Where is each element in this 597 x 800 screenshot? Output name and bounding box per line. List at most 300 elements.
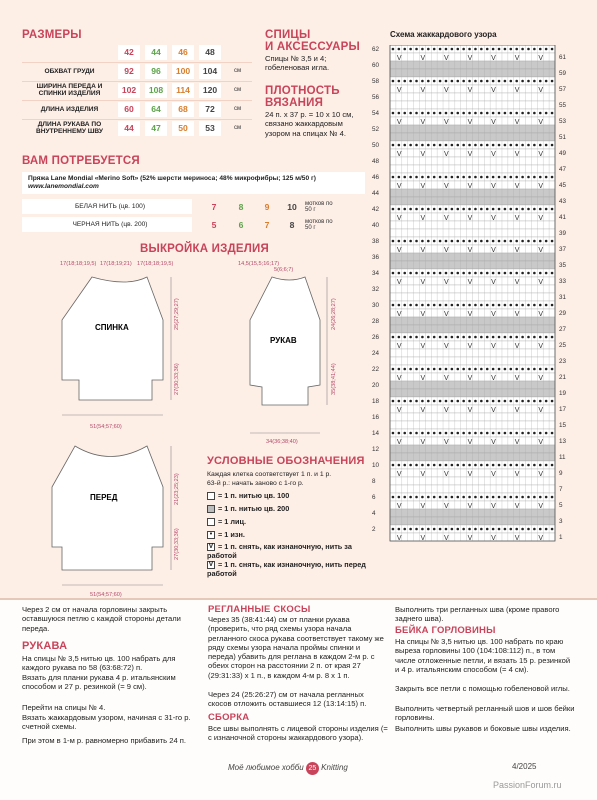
purl-dot <box>421 432 424 435</box>
legend-item <box>207 542 367 560</box>
purl-dot <box>533 368 536 371</box>
purl-dot <box>468 112 471 115</box>
purl-dot <box>539 112 542 115</box>
size-row-label: ШИРИНА ПЕРЕДА И СПИНКИ ИЗДЕЛИЯ <box>36 83 103 97</box>
purl-dot <box>539 336 542 339</box>
purl-dot <box>462 112 465 115</box>
footer-date: 4/2025 <box>512 762 537 771</box>
col3-p5: Выполнить швы рукавов и боковые швы изделия. <box>395 724 571 733</box>
slip-mark: V <box>444 311 449 318</box>
purl-dot <box>551 432 554 435</box>
purl-dot <box>439 144 442 147</box>
purl-dot <box>510 240 513 243</box>
purl-dot <box>486 528 489 531</box>
purl-dot <box>545 432 548 435</box>
purl-dot <box>439 240 442 243</box>
purl-dot <box>409 400 412 403</box>
purl-dot <box>498 304 501 307</box>
purl-dot <box>433 48 436 51</box>
slip-mark: V <box>396 503 402 510</box>
purl-dot <box>545 464 548 467</box>
purl-dot <box>456 144 459 147</box>
purl-dot <box>468 528 471 531</box>
purl-dot <box>392 336 395 339</box>
slip-mark: V <box>420 471 426 478</box>
purl-dot <box>392 304 395 307</box>
purl-dot <box>492 400 495 403</box>
sizes-title: РАЗМЕРЫ <box>22 29 82 41</box>
row-number-left: 30 <box>372 302 380 309</box>
purl-dot <box>539 432 542 435</box>
density-title <box>265 85 340 109</box>
purl-dot <box>504 176 507 179</box>
purl-dot <box>498 112 501 115</box>
purl-dot <box>433 144 436 147</box>
slip-mark: V <box>514 215 520 222</box>
purl-dot <box>533 336 536 339</box>
purl-dot <box>398 336 401 339</box>
col1-p3: Вязать для планки рукава 4 р. итальянским способом и 27 р. резинкой (= 9 см). <box>22 673 176 692</box>
slip-mark: V <box>514 343 520 350</box>
col3-p4: Выполнить четвертый регланный шов и шов бейки горловины. <box>395 704 575 723</box>
purl-dot <box>433 176 436 179</box>
purl-dot <box>456 432 459 435</box>
purl-dot <box>415 368 418 371</box>
purl-dot <box>510 112 513 115</box>
legend-note1: Каждая клетка соответствует 1 п. и 1 р. <box>207 471 332 478</box>
row-number-left: 52 <box>372 126 380 133</box>
purl-dot <box>510 528 513 531</box>
purl-dot <box>486 336 489 339</box>
purl-dot <box>433 208 436 211</box>
purl-dot <box>403 496 406 499</box>
purl-dot <box>451 80 454 83</box>
purl-dot <box>533 208 536 211</box>
purl-dot <box>539 240 542 243</box>
purl-dot <box>504 496 507 499</box>
back-top-left: 17(18;18;19,5) <box>60 261 97 267</box>
purl-dot <box>474 208 477 211</box>
purl-dot <box>486 272 489 275</box>
slip-mark: V <box>444 439 449 446</box>
row-divider <box>22 100 252 101</box>
size-header: 44 <box>151 47 161 57</box>
purl-dot <box>492 80 495 83</box>
size-value: 50 <box>178 123 188 133</box>
purl-dot <box>445 176 448 179</box>
purl-dot <box>486 80 489 83</box>
slip-mark: V <box>514 119 520 126</box>
purl-dot <box>421 272 424 275</box>
size-unit: см <box>234 125 242 131</box>
purl-dot <box>527 368 530 371</box>
slip-back-symbol: V <box>208 543 214 551</box>
purl-dot <box>474 144 477 147</box>
purl-dot <box>456 240 459 243</box>
purl-dot <box>392 464 395 467</box>
purl-dot <box>398 368 401 371</box>
size-header: 42 <box>124 47 134 57</box>
size-value: 92 <box>124 66 134 76</box>
purl-dot <box>403 176 406 179</box>
purl-dot <box>527 240 530 243</box>
purl-dot <box>492 496 495 499</box>
col1-p1: Через 2 см от начала горловины закрыть оставшуюся петлю с каждой стороны детали переда. <box>22 605 181 633</box>
purl-dot <box>392 496 395 499</box>
purl-dot <box>433 432 436 435</box>
purl-dot <box>398 176 401 179</box>
slip-mark: V <box>444 471 449 478</box>
purl-dot <box>515 80 518 83</box>
slip-mark: V <box>514 183 520 190</box>
purl-dot <box>427 528 430 531</box>
purl-dot <box>527 48 530 51</box>
purl-dot <box>545 400 548 403</box>
col1-p5: Вязать жаккардовым узором, начиная с 31-го р. счетной схемы. <box>22 713 191 732</box>
purl-dot <box>486 112 489 115</box>
size-header: 46 <box>178 47 188 57</box>
purl-dot <box>504 336 507 339</box>
size-value: 68 <box>178 104 188 114</box>
row-number-right: 19 <box>559 390 567 397</box>
purl-dot <box>421 144 424 147</box>
col1-p4: Перейти на спицы № 4. <box>22 703 106 712</box>
purl-dot <box>445 272 448 275</box>
needles-title-line2: И АКСЕССУАРЫ <box>265 41 360 53</box>
purl-dot <box>515 240 518 243</box>
row-number-left: 54 <box>372 110 380 117</box>
purl-dot <box>403 80 406 83</box>
row-number-right: 11 <box>559 454 566 461</box>
purl-dot <box>462 368 465 371</box>
slip-mark: V <box>491 343 496 350</box>
purl-dot <box>427 368 430 371</box>
slip-mark: V <box>444 375 449 382</box>
purl-dot <box>498 528 501 531</box>
purl-dot <box>480 80 483 83</box>
purl-dot <box>392 80 395 83</box>
footer-magazine <box>228 762 348 775</box>
row-number-right: 15 <box>559 422 567 429</box>
slip-mark: V <box>491 503 496 510</box>
purl-dot <box>415 528 418 531</box>
purl-dot <box>480 336 483 339</box>
purl-dot <box>510 80 513 83</box>
front-bottom: 51(54;57;60) <box>90 592 122 598</box>
purl-dot <box>521 48 524 51</box>
slip-front-symbol: V <box>208 561 214 569</box>
purl-dot <box>521 336 524 339</box>
row-number-left: 16 <box>372 414 380 421</box>
purl-dot <box>515 496 518 499</box>
slip-mark: V <box>491 311 496 318</box>
purl-dot <box>427 432 430 435</box>
purl-dot <box>439 304 442 307</box>
slip-mark: V <box>444 87 449 94</box>
row-divider <box>22 81 252 82</box>
purl-dot <box>510 176 513 179</box>
yarn-amount: 8 <box>238 202 244 212</box>
purl-dot <box>433 528 436 531</box>
size-value: 72 <box>205 104 215 114</box>
size-row-label: ДЛИНА РУКАВА ПО ВНУТРЕННЕМУ ШВУ <box>35 121 104 135</box>
purl-dot <box>486 240 489 243</box>
purl-dot <box>403 112 406 115</box>
row-number-left: 36 <box>372 254 380 261</box>
purl-dot <box>539 304 542 307</box>
col1-p2: На спицы № 3,5 нитью цв. 100 набрать для каждого рукава по 58 (63:68:72) п. <box>22 654 176 673</box>
row-number-right: 9 <box>559 470 563 477</box>
purl-dot <box>551 368 554 371</box>
purl-dot <box>421 400 424 403</box>
pattern-title: ВЫКРОЙКА ИЗДЕЛИЯ <box>140 243 269 255</box>
purl-dot <box>409 368 412 371</box>
purl-dot <box>392 176 395 179</box>
purl-dot <box>474 176 477 179</box>
slip-mark: V <box>444 407 449 414</box>
slip-mark: V <box>396 151 402 158</box>
purl-dot <box>409 176 412 179</box>
slip-mark: V <box>420 343 426 350</box>
purl-dot <box>421 112 424 115</box>
purl-dot <box>462 144 465 147</box>
purl-dot <box>451 464 454 467</box>
slip-mark: V <box>396 119 402 126</box>
purl-dot <box>439 496 442 499</box>
slip-mark: V <box>514 279 520 286</box>
purl-dot <box>462 272 465 275</box>
slip-mark: V <box>491 247 496 254</box>
purl-dot <box>392 48 395 51</box>
purl-dot <box>498 432 501 435</box>
purl-dot <box>398 48 401 51</box>
back-bottom: 51(54;57;60) <box>90 424 122 430</box>
purl-dot <box>504 80 507 83</box>
row-number-left: 6 <box>372 494 376 501</box>
purl-dot <box>462 176 465 179</box>
purl-dot <box>427 208 430 211</box>
row-number-left: 38 <box>372 238 380 245</box>
yarn-site: www.lanemondial.com <box>28 183 99 190</box>
row-number-left: 2 <box>372 526 376 533</box>
purl-dot <box>474 496 477 499</box>
yarn-amount: 7 <box>211 202 217 212</box>
purl-dot <box>398 80 401 83</box>
yarn-amount: 6 <box>238 220 244 230</box>
slip-mark: V <box>396 375 402 382</box>
purl-dot <box>427 304 430 307</box>
purl-dot <box>427 144 430 147</box>
purl-dot <box>492 272 495 275</box>
purl-dot <box>445 400 448 403</box>
density-text: 24 п. х 37 р. = 10 х 10 см, связано жаккардовым узором на спицах № 4. <box>265 110 354 138</box>
slip-mark: V <box>444 151 449 158</box>
purl-dot <box>474 272 477 275</box>
purl-dot <box>415 464 418 467</box>
slip-mark: V <box>514 503 520 510</box>
row-number-right: 25 <box>559 342 567 349</box>
slip-mark: V <box>396 535 402 542</box>
size-header: 48 <box>205 47 215 57</box>
purl-dot <box>451 336 454 339</box>
slip-mark: V <box>538 87 543 94</box>
row-number-right: 3 <box>559 518 563 525</box>
purl-dot <box>445 112 448 115</box>
front-shape <box>52 446 163 570</box>
size-value: 47 <box>151 123 161 133</box>
row-number-right: 45 <box>559 182 567 189</box>
sleeve-label: РУКАВ <box>270 336 297 345</box>
slip-mark: V <box>467 535 473 542</box>
sleeves-title: РУКАВА <box>22 640 68 652</box>
purl-dot <box>456 80 459 83</box>
purl-dot <box>421 528 424 531</box>
purl-dot <box>468 80 471 83</box>
purl-dot <box>474 432 477 435</box>
slip-mark: V <box>514 375 520 382</box>
slip-mark: V <box>514 247 520 254</box>
slip-mark: V <box>538 183 543 190</box>
purl-dot <box>421 240 424 243</box>
slip-mark: V <box>396 55 402 62</box>
legend-item <box>207 491 367 500</box>
purl-dot <box>462 528 465 531</box>
size-value: 102 <box>121 85 137 95</box>
purl-dot <box>403 144 406 147</box>
purl-dot <box>415 240 418 243</box>
purl-dot <box>415 144 418 147</box>
row-number-right: 41 <box>559 214 567 221</box>
front-side-bottom: 27(30;33;36) <box>174 528 180 560</box>
purl-dot <box>445 80 448 83</box>
row-number-right: 13 <box>559 438 567 445</box>
purl-dot <box>527 304 530 307</box>
neck-title: БЕЙКА ГОРЛОВИНЫ <box>395 625 496 636</box>
purl-dot <box>545 336 548 339</box>
row-number-left: 60 <box>372 62 380 69</box>
purl-dot <box>462 400 465 403</box>
yarn-unit: мотков по 50 г <box>305 219 333 231</box>
purl-dot <box>456 208 459 211</box>
purl-dot <box>392 240 395 243</box>
legend-note2: 63-й р.: начать заново с 1-го р. <box>207 480 304 487</box>
slip-mark: V <box>538 503 543 510</box>
purl-dot <box>551 208 554 211</box>
purl-dot <box>510 304 513 307</box>
purl-dot <box>439 336 442 339</box>
slip-mark: V <box>538 311 543 318</box>
purl-dot <box>492 528 495 531</box>
col2-p3: Все швы выполнять с лицевой стороны изделия (= с изнаночной стороны жаккардового узора). <box>208 724 388 743</box>
size-value: 64 <box>151 104 161 114</box>
slip-mark: V <box>396 439 402 446</box>
purl-dot <box>415 304 418 307</box>
yarn-unit: мотков по 50 г <box>305 201 333 213</box>
slip-mark: V <box>538 119 543 126</box>
slip-mark: V <box>491 183 496 190</box>
purl-dot <box>551 272 554 275</box>
col2-p1: Через 35 (38:41:44) см от планки рукава (проверить, что ряд схемы узора начала регланного скоса рукава соответствует такому же ряду схемы узора начала проймы спинки и переда) убавить для реглана в каждом 2-м р. с обеих сторон на расстоянии 2 п. от края 27 (29:31:33) х 1 п., в каждом 4-м р. 8 х 1 п. <box>208 615 384 680</box>
purl-dot <box>427 400 430 403</box>
purl-dot <box>462 240 465 243</box>
purl-dot <box>515 208 518 211</box>
purl-dot <box>409 464 412 467</box>
slip-mark: V <box>514 471 520 478</box>
purl-dot <box>480 368 483 371</box>
yarn-text: Пряжа Lane Mondial «Merino Soft» (52% шерсти мериноса; 48% микрофибры; 125 м/50 г) <box>28 175 316 182</box>
purl-dot <box>474 304 477 307</box>
assembly-title: СБОРКА <box>208 712 250 723</box>
purl-dot <box>521 496 524 499</box>
purl-dot <box>504 144 507 147</box>
purl-dot <box>439 48 442 51</box>
purl-dot <box>392 144 395 147</box>
slip-mark: V <box>538 215 543 222</box>
purl-dot <box>462 80 465 83</box>
purl-dot <box>468 368 471 371</box>
purl-dot <box>545 208 548 211</box>
purl-dot <box>515 432 518 435</box>
slip-mark: V <box>538 247 543 254</box>
purl-dot <box>474 368 477 371</box>
purl-dot <box>521 400 524 403</box>
purl-dot <box>392 208 395 211</box>
purl-dot <box>510 144 513 147</box>
purl-dot <box>480 48 483 51</box>
purl-dot <box>456 528 459 531</box>
row-number-right: 59 <box>559 70 567 77</box>
purl-dot <box>480 144 483 147</box>
legend-text: = 1 лиц. <box>218 517 247 526</box>
purl-dot <box>462 336 465 339</box>
legend-title: УСЛОВНЫЕ ОБОЗНАЧЕНИЯ <box>207 455 365 467</box>
purl-dot <box>504 368 507 371</box>
purl-dot <box>474 336 477 339</box>
purl-dot <box>433 368 436 371</box>
purl-dot <box>403 208 406 211</box>
row-number-left: 40 <box>372 222 380 229</box>
row-number-right: 33 <box>559 278 567 285</box>
row-number-right: 7 <box>559 486 563 493</box>
purl-dot <box>398 496 401 499</box>
slip-mark: V <box>538 471 543 478</box>
slip-mark: V <box>420 151 426 158</box>
slip-mark: V <box>467 279 473 286</box>
slip-mark: V <box>396 183 402 190</box>
purl-dot <box>409 144 412 147</box>
slip-mark: V <box>491 87 496 94</box>
slip-mark: V <box>491 119 496 126</box>
purl-dot <box>468 144 471 147</box>
purl-dot <box>468 336 471 339</box>
purl-dot <box>480 496 483 499</box>
slip-mark: V <box>514 55 520 62</box>
col2-p2: Через 24 (25:26:27) см от начала регланных скосов отложить оставшиеся 12 (13:14:15) п. <box>208 690 367 709</box>
purl-dot <box>445 208 448 211</box>
sleeve-top: 14,5(15,5;16;17) <box>238 261 280 267</box>
purl-dot <box>398 112 401 115</box>
purl-dot <box>527 528 530 531</box>
row-number-right: 55 <box>559 102 567 109</box>
purl-dot <box>439 80 442 83</box>
row-number-left: 10 <box>372 462 380 469</box>
purl-dot <box>398 272 401 275</box>
slip-mark: V <box>420 311 426 318</box>
purl-dot <box>533 176 536 179</box>
purl-dot <box>486 400 489 403</box>
purl-dot <box>504 48 507 51</box>
purl-dot <box>480 304 483 307</box>
